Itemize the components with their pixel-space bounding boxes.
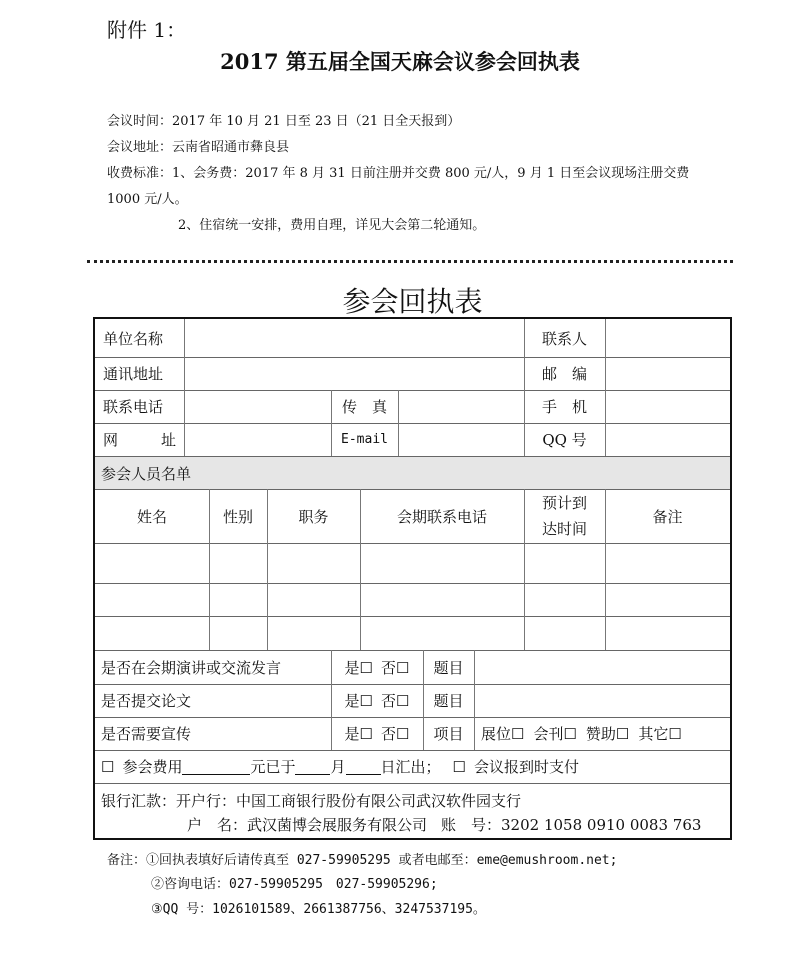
mail-address-field[interactable] [185,357,524,390]
note-1: 备注：①回执表填好后请传真至 027-59905295 或者电邮至：eme@emushroom.net; [107,853,618,868]
mobile-text: 手 机 [541,398,587,416]
contact-field[interactable] [606,319,730,357]
website-label [95,423,184,456]
fee-text-b: 元已于 [250,758,296,776]
pay-on-site-checkbox[interactable]: ☐ [452,757,466,776]
phone-field[interactable] [185,390,331,423]
promo-yes-checkbox[interactable]: 是☐ [344,725,373,743]
col-position [267,489,360,543]
promo-options [475,717,730,750]
promo-item-label [423,717,474,750]
account-name-text: 户 名：武汉菌博会展服务有限公司 [187,816,428,834]
mail-address-label [95,357,184,390]
col-remark [605,489,730,543]
email-field[interactable] [399,423,524,456]
col-name [95,489,209,543]
fax-field[interactable] [399,390,524,423]
cut-line [87,260,733,263]
col-gender [209,489,267,543]
org-name-field[interactable] [185,319,524,357]
meeting-time: 会议时间：2017 年 10 月 21 日至 23 日（21 日全天报到） [107,114,461,129]
col-arrival [524,489,605,543]
fax-text: 传 真 [341,398,387,416]
qq-text: QQ 号 [542,431,587,449]
bank-text: 银行汇款：开户行：中国工商银行股份有限公司武汉软件园支行 [101,792,522,810]
col-remark-text: 备注 [652,507,683,526]
account-info [95,811,730,838]
col-phone [360,489,524,543]
speech-choice[interactable] [331,650,423,684]
fee-paid-checkbox[interactable]: ☐ [101,757,115,776]
fee-row [95,750,730,783]
qq-label [524,423,605,456]
mobile-label [524,390,605,423]
booth-checkbox[interactable]: 展位☐ [481,725,525,743]
account-number-text: 账 号：3202 1058 0910 0083 763 [441,816,702,834]
promo-choice[interactable] [331,717,423,750]
speech-topic-text: 题目 [433,658,464,677]
fee-standard-line2: 1000 元/人。 [107,192,188,207]
bank-info [95,783,730,811]
paper-text: 是否提交论文 [101,692,192,710]
contact-label [524,319,605,357]
website-text-b: 址 [160,431,176,449]
journal-checkbox[interactable]: 会刊☐ [533,725,577,743]
speech-text: 是否在会期演讲或交流发言 [101,658,282,677]
speech-yes-checkbox[interactable]: 是☐ [344,658,373,677]
note-3: ③QQ 号：1026101589、2661387756、3247537195。 [151,902,486,917]
qq-field[interactable] [606,423,730,456]
website-text-a: 网 [103,431,119,449]
paper-choice[interactable] [331,684,423,717]
col-gender-text: 性别 [222,507,253,526]
paper-no-checkbox[interactable]: 否☐ [381,692,410,710]
reply-form [93,317,732,840]
attendee-row[interactable] [95,583,730,616]
fee-standard-line1: 收费标准：1、会务费：2017 年 8 月 31 日前注册并交费 800 元/人，9 月 1 日至会议现场注册交费 [107,166,690,181]
mail-address-text: 通讯地址 [103,365,164,383]
note-2: ②咨询电话：027-59905295 027-59905296; [151,877,438,892]
contact-text: 联系人 [541,329,587,348]
attendee-section-label: 参会人员名单 [101,464,192,483]
col-name-text: 姓名 [136,507,167,526]
website-field[interactable] [185,423,331,456]
org-name-text: 单位名称 [103,329,164,348]
paper-topic-field[interactable] [475,684,730,717]
sponsor-checkbox[interactable]: 赞助☐ [585,725,630,743]
phone-text: 联系电话 [103,398,164,416]
fee-text-c: 月 [330,758,346,776]
paper-yes-checkbox[interactable]: 是☐ [344,692,373,710]
attachment-label: 附件 1： [107,18,187,42]
speech-no-checkbox[interactable]: 否☐ [381,658,410,677]
fee-day-blank[interactable] [346,758,381,775]
paper-topic-label [423,684,474,717]
promo-no-checkbox[interactable]: 否☐ [381,725,410,743]
col-position-text: 职务 [298,507,329,526]
speech-label [95,650,331,684]
mobile-field[interactable] [606,390,730,423]
fee-standard-item2: 2、住宿统一安排，费用自理，详见大会第二轮通知。 [178,218,486,233]
speech-topic-label [423,650,474,684]
org-name-label [95,319,184,357]
document-title: 2017 第五届全国天麻会议参会回执表 [220,49,580,74]
other-checkbox[interactable]: 其它☐ [638,725,682,743]
attendee-section-header [95,457,730,489]
fee-text-a: 参会费用 [122,758,183,776]
fee-text-d: 日汇出； [380,758,441,776]
promo-item-text: 项目 [433,725,464,743]
paper-label [95,684,331,717]
promo-label [95,717,331,750]
col-arrival-text-a: 预计到 [541,494,587,512]
fee-amount-blank[interactable] [182,758,250,775]
fee-month-blank[interactable] [295,758,330,775]
phone-label [95,390,184,423]
postcode-text: 邮 编 [541,365,587,383]
attendee-row[interactable] [95,543,730,583]
col-arrival-text-b: 达时间 [541,520,587,538]
fee-text-e: 会议报到时支付 [473,758,579,776]
attendee-row[interactable] [95,616,730,650]
postcode-field[interactable] [606,357,730,390]
speech-topic-field[interactable] [475,650,730,684]
postcode-label [524,357,605,390]
email-label [331,423,398,456]
promo-text: 是否需要宣传 [101,725,192,743]
email-text: E-mail [341,432,388,447]
form-title: 参会回执表 [342,285,483,318]
meeting-address: 会议地址：云南省昭通市彝良县 [107,140,290,155]
fax-label [331,390,398,423]
paper-topic-text: 题目 [433,692,464,710]
col-phone-text: 会期联系电话 [396,507,487,526]
